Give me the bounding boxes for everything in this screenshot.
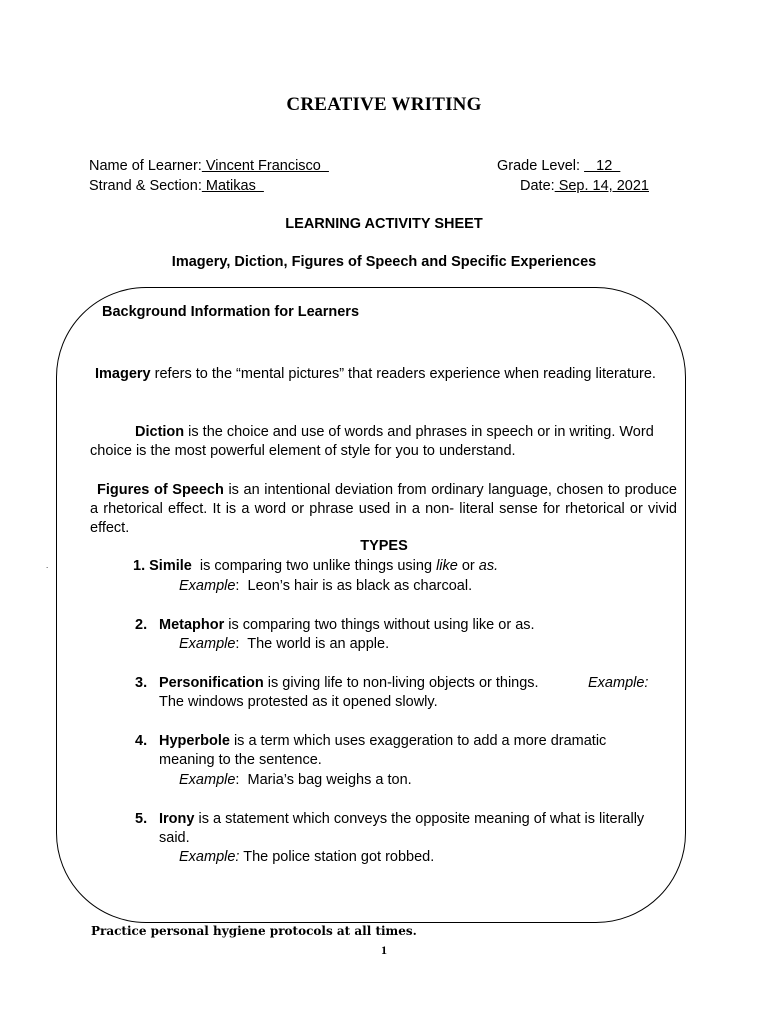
type-text: is a statement which conveys the opposite meaning of what is literally said.: [159, 811, 645, 846]
type-text: is giving life to non-living objects or things.: [263, 675, 539, 691]
figures-term: Figures of Speech: [97, 482, 224, 498]
sheet-subtitle: Imagery, Diction, Figures of Speech and Specific Experiences: [171, 254, 597, 270]
type-example-metaphor: [179, 635, 389, 654]
type-number: 5.: [135, 811, 148, 827]
example-text: : Leon’s hair is as black as charcoal.: [235, 578, 473, 594]
type-term: Irony: [159, 811, 195, 827]
type-text: is comparing two things without using like or as.: [224, 617, 535, 633]
type-item-irony: [159, 810, 669, 848]
imagery-text: refers to the “mental pictures” that readers experience when reading literature.: [150, 366, 656, 382]
page-number: 1: [381, 943, 387, 957]
type-item-simile: [133, 557, 498, 576]
example-label: Example:: [179, 849, 240, 865]
learner-name-field: [89, 158, 329, 174]
grade-level-label: Grade Level:: [497, 158, 581, 174]
types-heading: TYPES: [360, 538, 408, 554]
type-text: is comparing two unlike things using: [191, 558, 437, 574]
strand-section-field: [89, 178, 264, 194]
grade-level-field: [497, 158, 620, 174]
type-item-personification: [159, 674, 539, 693]
type-number: 4.: [135, 733, 148, 749]
example-text: : The world is an apple.: [235, 636, 390, 652]
type-term: Hyperbole: [159, 733, 230, 749]
example-label: Example: [179, 636, 236, 652]
type-italic-like: like: [436, 558, 458, 574]
type-number: 3.: [135, 675, 148, 691]
imagery-term: Imagery: [95, 366, 151, 382]
grade-level-value: 12: [584, 158, 621, 174]
type-italic-as: as.: [478, 558, 499, 574]
sheet-title: LEARNING ACTIVITY SHEET: [285, 216, 483, 232]
document-title: CREATIVE WRITING: [286, 94, 482, 115]
type-example-irony: [179, 848, 434, 867]
type-item-metaphor: [159, 616, 535, 635]
type-term: Simile: [149, 558, 192, 574]
learner-name-label: Name of Learner:: [89, 158, 202, 174]
figures-paragraph: [90, 481, 677, 538]
diction-paragraph: [90, 423, 680, 461]
background-heading: Background Information for Learners: [102, 304, 360, 320]
stray-mark: .: [46, 561, 49, 570]
example-label: Example: [179, 578, 236, 594]
strand-section-value: Matikas: [201, 178, 264, 194]
type-number: 2.: [135, 617, 148, 633]
type-text-or: or: [457, 558, 479, 574]
footer-note: Practice personal hygiene protocols at all times.: [91, 924, 417, 938]
example-text: : Maria’s bag weighs a ton.: [235, 772, 412, 788]
type-example-hyperbole: [179, 771, 412, 790]
strand-section-label: Strand & Section:: [89, 178, 202, 194]
type-item-hyperbole: [159, 732, 634, 770]
imagery-paragraph: [90, 365, 680, 384]
diction-text: is the choice and use of words and phrases in speech or in writing. Word choice is the most powerful element of style for you to understand.: [90, 424, 654, 459]
type-text: is a term which uses exaggeration to add a more dramatic meaning to the sentence.: [159, 733, 607, 768]
date-value: Sep. 14, 2021: [554, 178, 649, 194]
type-term: Personification: [159, 675, 264, 691]
diction-term: Diction: [135, 424, 185, 440]
example-text: The windows protested as it opened slowly.: [159, 694, 438, 710]
date-field: [520, 178, 649, 194]
example-text: The police station got robbed.: [239, 849, 435, 865]
date-label: Date:: [520, 178, 555, 194]
example-label: Example:: [588, 675, 649, 691]
example-label: Example: [179, 772, 236, 788]
figures-text: is an intentional deviation from ordinary language, chosen to produce a rhetorical effect. It is a word or phrase used in a non- literal sense for rhetorical or vivid effect.: [90, 482, 677, 536]
type-number: 1.: [133, 558, 146, 574]
type-example-simile: [179, 577, 472, 596]
type-term: Metaphor: [159, 617, 225, 633]
learner-name-value: Vincent Francisco: [201, 158, 329, 174]
